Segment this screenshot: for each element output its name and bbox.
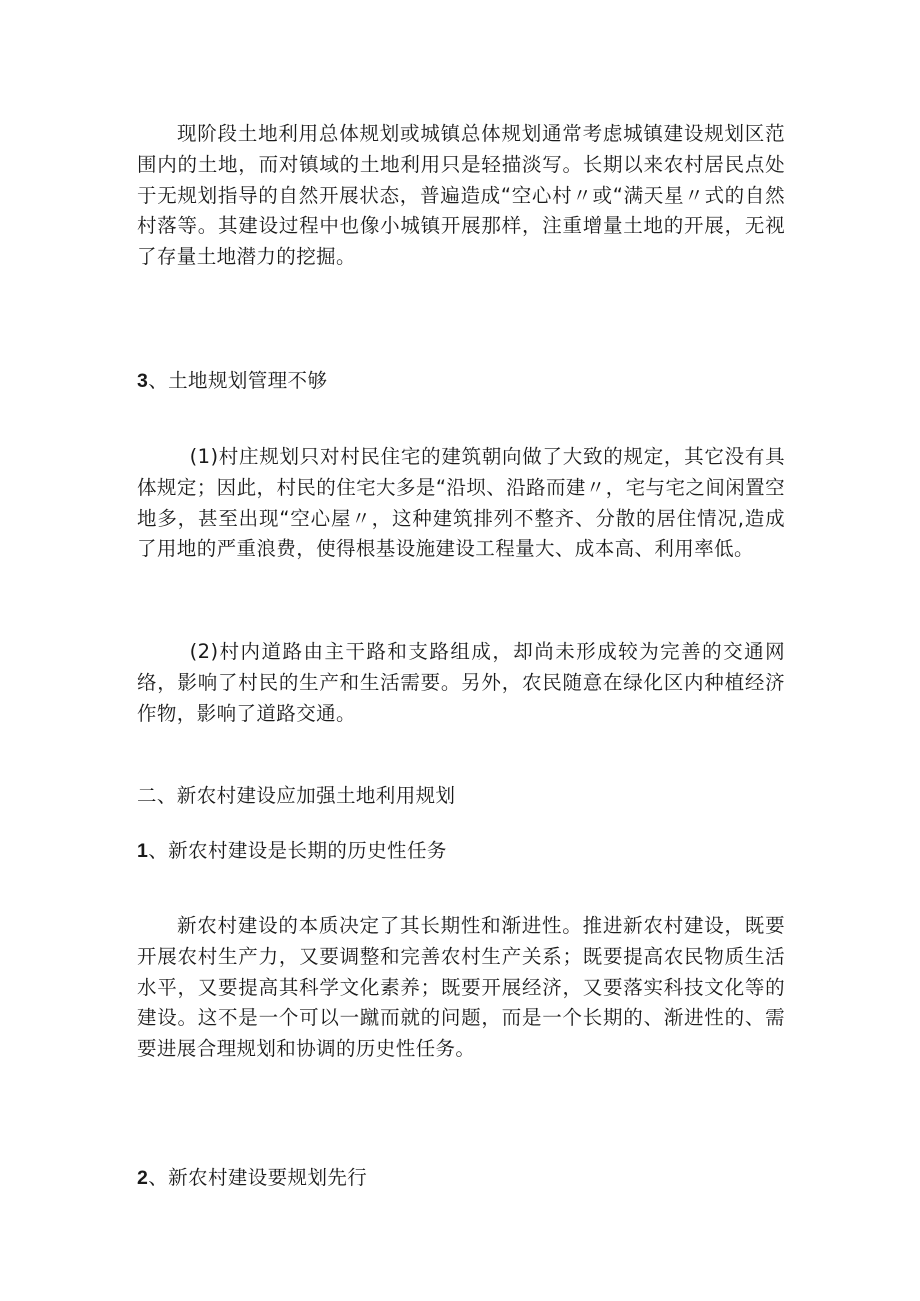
heading-land-management: [137, 366, 327, 397]
heading-long-term-task: [137, 836, 447, 867]
heading-text: 、土地规划管理不够: [148, 369, 328, 392]
paragraph-planning-status: 现阶段土地利用总体规划或城镇总体规划通常考虑城镇建设规划区范围内的土地，而对镇域的土地利用只是轻描淡写。长期以来农村居民点处于无规划指导的自然开展状态，普遍造成“空心村〃或“满天星〃式的自然村落等。其建设过程中也像小城镇开展那样，注重增量土地的开展，无视了存量土地潜力的挖掘。: [137, 122, 785, 269]
heading-number: 3: [137, 370, 149, 392]
paragraph-long-term-nature: 新农村建设的本质决定了其长期性和渐进性。推进新农村建设，既要开展农村生产力，又要调整和完善农村生产关系；既要提高农民物质生活水平，又要提高其科学文化素养；既要开展经济，又要落实科技文化等的建设。这不是一个可以一蹴而就的问题，而是一个长期的、渐进性的、需要进展合理规划和协调的历史性任务。: [137, 914, 785, 1061]
heading-number: 2: [137, 1167, 149, 1189]
heading-section-two: 二、新农村建设应加强土地利用规划: [137, 784, 456, 807]
heading-number: 1: [137, 840, 149, 862]
heading-text: 、新农村建设要规划先行: [148, 1166, 368, 1189]
paragraph-village-housing: (1)村庄规划只对村民住宅的建筑朝向做了大致的规定，其它没有具体规定；因此，村民的住宅大多是“沿坝、沿路而建〃，宅与宅之间闲置空地多，甚至出现“空心屋〃，这种建筑排列不整齐、分散的居住情况,造成了用地的严重浪费，使得根基设施建设工程量大、成本高、利用率低。: [137, 445, 785, 561]
heading-text: 、新农村建设是长期的历史性任务: [148, 839, 447, 862]
heading-planning-first: [137, 1163, 367, 1194]
paragraph-village-roads: (2)村内道路由主干路和支路组成，却尚未形成较为完善的交通网络，影响了村民的生产和生活需要。另外，农民随意在绿化区内种植经济作物，影响了道路交通。: [137, 640, 785, 725]
